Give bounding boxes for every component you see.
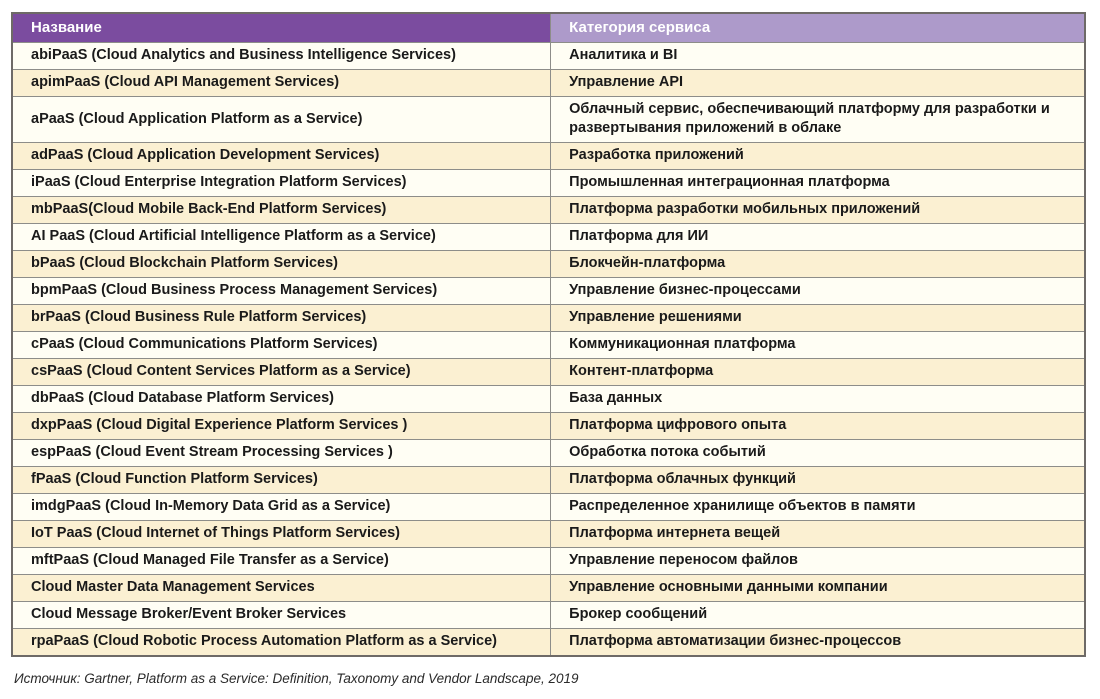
- category-cell: База данных: [551, 386, 1085, 413]
- category-cell: Платформа интернета вещей: [551, 521, 1085, 548]
- table-body: [12, 43, 1085, 657]
- column-header-name: Название: [12, 13, 551, 43]
- name-cell: csPaaS (Cloud Content Services Platform as a Service): [12, 359, 551, 386]
- category-cell: Распределенное хранилище объектов в памяти: [551, 494, 1085, 521]
- table-row: [12, 494, 1085, 521]
- table-row: [12, 386, 1085, 413]
- table-row: [12, 305, 1085, 332]
- name-cell: mbPaaS(Cloud Mobile Back-End Platform Services): [12, 197, 551, 224]
- name-cell: dbPaaS (Cloud Database Platform Services): [12, 386, 551, 413]
- category-cell: Контент-платформа: [551, 359, 1085, 386]
- name-cell: fPaaS (Cloud Function Platform Services): [12, 467, 551, 494]
- name-cell: rpaPaaS (Cloud Robotic Process Automation Platform as a Service): [12, 629, 551, 657]
- table-row: [12, 278, 1085, 305]
- category-cell: Управление бизнес-процессами: [551, 278, 1085, 305]
- table-row: [12, 629, 1085, 657]
- category-cell: Облачный сервис, обеспечивающий платформу для разработки и развертывания приложений в облаке: [551, 97, 1085, 143]
- table-row: [12, 440, 1085, 467]
- name-cell: aPaaS (Cloud Application Platform as a Service): [12, 97, 551, 143]
- category-cell: Управление основными данными компании: [551, 575, 1085, 602]
- name-cell: imdgPaaS (Cloud In-Memory Data Grid as a Service): [12, 494, 551, 521]
- name-cell: bPaaS (Cloud Blockchain Platform Services): [12, 251, 551, 278]
- header-row: [12, 13, 1085, 43]
- category-cell: Коммуникационная платформа: [551, 332, 1085, 359]
- category-cell: Обработка потока событий: [551, 440, 1085, 467]
- name-cell: mftPaaS (Cloud Managed File Transfer as a Service): [12, 548, 551, 575]
- name-cell: Cloud Master Data Management Services: [12, 575, 551, 602]
- table-header: [12, 13, 1085, 43]
- name-cell: cPaaS (Cloud Communications Platform Services): [12, 332, 551, 359]
- table-row: [12, 197, 1085, 224]
- paas-services-table: [11, 12, 1086, 657]
- table-row: [12, 97, 1085, 143]
- category-cell: Блокчейн-платформа: [551, 251, 1085, 278]
- source-note: Источник: Gartner, Platform as a Service: Definition, Taxonomy and Vendor Landscape, 2019: [14, 671, 579, 686]
- category-cell: Управление решениями: [551, 305, 1085, 332]
- category-cell: Аналитика и BI: [551, 43, 1085, 70]
- category-cell: Платформа цифрового опыта: [551, 413, 1085, 440]
- name-cell: brPaaS (Cloud Business Rule Platform Services): [12, 305, 551, 332]
- category-cell: Разработка приложений: [551, 143, 1085, 170]
- table-row: [12, 143, 1085, 170]
- category-cell: Промышленная интеграционная платформа: [551, 170, 1085, 197]
- category-cell: Платформа облачных функций: [551, 467, 1085, 494]
- name-cell: abiPaaS (Cloud Analytics and Business Intelligence Services): [12, 43, 551, 70]
- name-cell: IoT PaaS (Cloud Internet of Things Platform Services): [12, 521, 551, 548]
- table-row: [12, 170, 1085, 197]
- table-row: [12, 548, 1085, 575]
- name-cell: dxpPaaS (Cloud Digital Experience Platform Services ): [12, 413, 551, 440]
- name-cell: apimPaaS (Cloud API Management Services): [12, 70, 551, 97]
- name-cell: adPaaS (Cloud Application Development Services): [12, 143, 551, 170]
- table-row: [12, 602, 1085, 629]
- table-row: [12, 359, 1085, 386]
- name-cell: bpmPaaS (Cloud Business Process Management Services): [12, 278, 551, 305]
- name-cell: iPaaS (Cloud Enterprise Integration Platform Services): [12, 170, 551, 197]
- table-row: [12, 521, 1085, 548]
- category-cell: Платформа разработки мобильных приложений: [551, 197, 1085, 224]
- table-row: [12, 70, 1085, 97]
- column-header-category: Категория сервиса: [551, 13, 1085, 43]
- table-row: [12, 332, 1085, 359]
- category-cell: Платформа для ИИ: [551, 224, 1085, 251]
- category-cell: Управление API: [551, 70, 1085, 97]
- table-row: [12, 43, 1085, 70]
- name-cell: AI PaaS (Cloud Artificial Intelligence Platform as a Service): [12, 224, 551, 251]
- name-cell: Cloud Message Broker/Event Broker Services: [12, 602, 551, 629]
- table-row: [12, 575, 1085, 602]
- name-cell: espPaaS (Cloud Event Stream Processing Services ): [12, 440, 551, 467]
- category-cell: Управление переносом файлов: [551, 548, 1085, 575]
- table-row: [12, 251, 1085, 278]
- table-row: [12, 413, 1085, 440]
- category-cell: Брокер сообщений: [551, 602, 1085, 629]
- table-row: [12, 224, 1085, 251]
- category-cell: Платформа автоматизации бизнес-процессов: [551, 629, 1085, 657]
- table-row: [12, 467, 1085, 494]
